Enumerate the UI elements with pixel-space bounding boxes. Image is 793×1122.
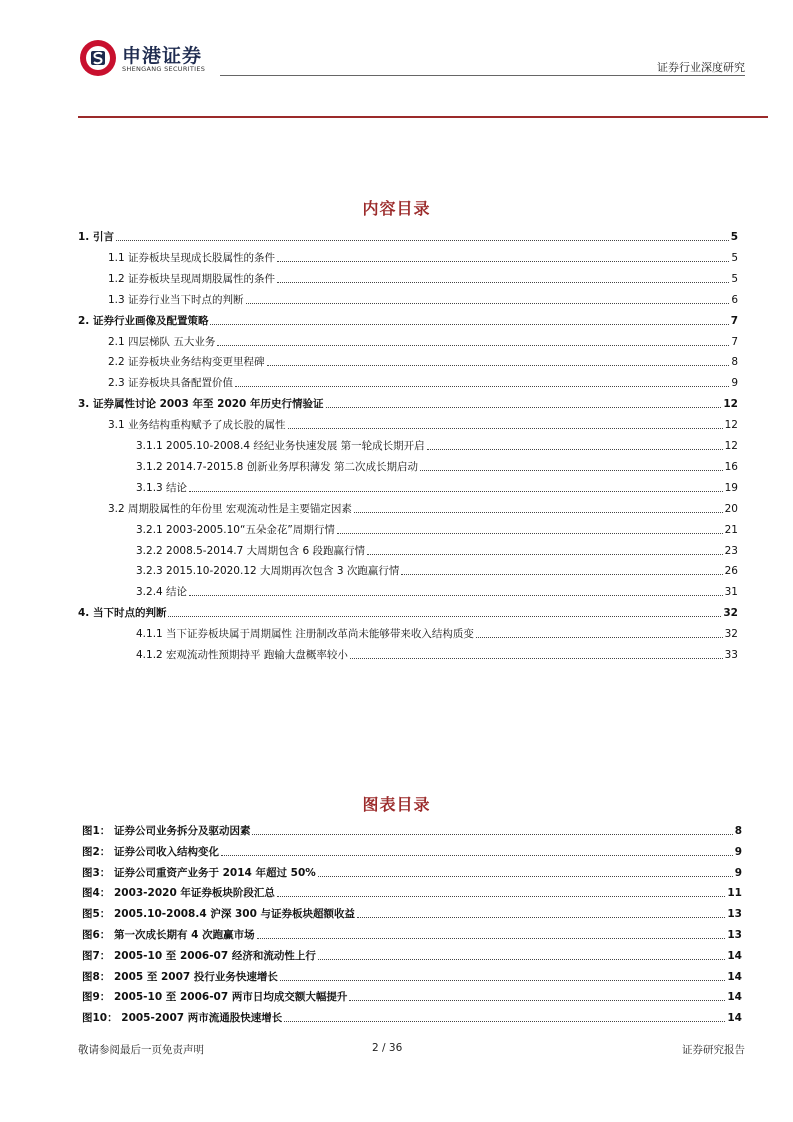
toc-entry[interactable] — [78, 437, 738, 453]
toc-entry-page: 20 — [724, 502, 738, 515]
figure-entry[interactable] — [82, 822, 742, 838]
footer-disclaimer: 敬请参阅最后一页免责声明 — [78, 1044, 204, 1056]
toc-entry-label: 1. 引言 — [78, 231, 114, 243]
figure-entry[interactable] — [82, 988, 742, 1004]
toc-entry[interactable] — [78, 270, 738, 286]
toc-entry[interactable] — [78, 604, 738, 620]
figure-entry-page: 13 — [727, 929, 742, 941]
toc-leader-dots — [476, 637, 723, 638]
toc-entry-label: 3.2.3 2015.10-2020.12 大周期再次包含 3 次跑赢行情 — [136, 565, 400, 578]
figure-entry-page: 9 — [734, 845, 742, 858]
toc-entry[interactable] — [78, 542, 738, 558]
toc-entry[interactable] — [78, 521, 738, 537]
figure-entry-label: 图9： 2005-10 至 2006-07 两市日均成交额大幅提升 — [82, 991, 348, 1004]
toc-entry-label: 4.1.2 宏观流动性预期持平 跑输大盘概率较小 — [136, 649, 348, 661]
toc-entry[interactable] — [78, 625, 738, 641]
figure-entry[interactable] — [82, 884, 742, 900]
figure-entry-label: 图4： 2003-2020 年证券板块阶段汇总 — [82, 887, 275, 900]
figure-entry[interactable] — [82, 1009, 742, 1025]
figure-entry[interactable] — [82, 843, 742, 859]
toc-entry-label: 3.1.3 结论 — [136, 481, 188, 494]
figure-entry-page: 14 — [727, 991, 742, 1004]
toc-leader-dots — [288, 428, 723, 429]
toc-entry[interactable] — [78, 249, 738, 265]
figure-entry-label: 图6： 第一次成长期有 4 次跑赢市场 — [82, 929, 255, 941]
toc-entry-page: 33 — [724, 649, 738, 661]
figure-entry-label: 图8： 2005 至 2007 投行业务快速增长 — [82, 970, 278, 983]
toc-leader-dots — [189, 595, 723, 596]
toc-entry[interactable] — [78, 333, 738, 349]
figure-leader-dots — [277, 896, 725, 897]
toc-entry-label: 3.1.1 2005.10-2008.4 经纪业务快速发展 第一轮成长期开启 — [136, 440, 425, 452]
toc-entry-page: 16 — [724, 460, 738, 473]
toc-leader-dots — [267, 365, 730, 366]
toc-entry-label: 3.1.2 2014.7-2015.8 创新业务厚积薄发 第二次成长期启动 — [136, 460, 418, 473]
toc-entry-page: 7 — [730, 314, 738, 327]
toc-entry-page: 8 — [731, 356, 738, 369]
toc-entry-page: 32 — [724, 628, 738, 641]
toc-leader-dots — [235, 386, 729, 387]
toc-entry[interactable] — [78, 479, 738, 495]
toc-entry[interactable] — [78, 228, 738, 244]
toc-leader-dots — [246, 303, 730, 304]
toc-entry-label: 3.2.1 2003-2005.10“五朵金花”周期行情 — [136, 523, 335, 536]
figure-leader-dots — [349, 1000, 725, 1001]
figure-entry-page: 14 — [727, 1012, 742, 1025]
toc-entry-label: 3. 证券属性讨论 2003 年至 2020 年历史行情验证 — [78, 398, 324, 411]
toc-entry-page: 31 — [724, 586, 738, 599]
figure-entry-label: 图1： 证券公司业务拆分及驱动因素 — [82, 825, 251, 837]
figure-leader-dots — [318, 876, 733, 877]
toc-leader-dots — [217, 345, 729, 346]
toc-entry[interactable] — [78, 583, 738, 599]
figure-entry-label: 图3： 证券公司重资产业务于 2014 年超过 50% — [82, 866, 316, 879]
footer-page-number: 2 / 36 — [372, 1042, 403, 1054]
company-name-english: SHENGANG SECURITIES — [122, 65, 206, 73]
toc-entry-page: 5 — [731, 251, 738, 264]
toc-leader-dots — [210, 324, 728, 325]
toc-entry-label: 2. 证券行业画像及配置策略 — [78, 314, 209, 327]
figure-entry[interactable] — [82, 905, 742, 921]
figure-entry[interactable] — [82, 968, 742, 984]
toc-leader-dots — [116, 240, 729, 241]
toc-entry-page: 21 — [724, 523, 738, 536]
figure-entry[interactable] — [82, 864, 742, 880]
toc-leader-dots — [168, 616, 721, 617]
figure-leader-dots — [284, 1021, 725, 1022]
figure-entry-label: 图10： 2005-2007 两市流通股快速增长 — [82, 1012, 283, 1025]
toc-entry-page: 9 — [731, 377, 738, 390]
toc-leader-dots — [420, 470, 723, 471]
toc-title: 内容目录 — [362, 199, 431, 218]
figure-leader-dots — [318, 959, 726, 960]
toc-entry-label: 3.2.2 2008.5-2014.7 大周期包含 6 段跑赢行情 — [136, 544, 366, 557]
toc-entry[interactable] — [78, 291, 738, 307]
figure-leader-dots — [357, 917, 725, 918]
toc-entry-label: 4. 当下时点的判断 — [78, 607, 167, 620]
toc-leader-dots — [354, 512, 723, 513]
toc-entry[interactable] — [78, 500, 738, 516]
figure-entry-page: 14 — [727, 970, 742, 983]
toc-entry-page: 5 — [731, 272, 738, 285]
toc-entry-page: 5 — [730, 231, 738, 243]
toc-leader-dots — [277, 261, 729, 262]
toc-leader-dots — [367, 554, 723, 555]
toc-entry[interactable] — [78, 312, 738, 328]
toc-entry-page: 12 — [724, 419, 738, 432]
figure-entry-page: 13 — [727, 908, 742, 921]
figure-list — [82, 822, 742, 1032]
company-name: 申港证券 — [122, 45, 203, 67]
header-red-rule — [78, 116, 768, 118]
toc-leader-dots — [326, 407, 722, 408]
toc-entry-page: 19 — [724, 481, 738, 494]
toc-entry[interactable] — [78, 416, 738, 432]
figure-entry-page: 8 — [734, 825, 742, 837]
figure-entry-page: 9 — [734, 866, 742, 879]
toc-entry-page: 6 — [731, 293, 738, 306]
figure-leader-dots — [252, 834, 732, 835]
toc-entry-label: 1.1 证券板块呈现成长股属性的条件 — [108, 251, 276, 264]
figure-entry[interactable] — [82, 947, 742, 963]
toc-leader-dots — [337, 533, 723, 534]
toc-entry-page: 32 — [723, 607, 738, 620]
figure-leader-dots — [221, 855, 733, 856]
toc-entry-page: 12 — [724, 440, 738, 452]
toc-entry-page: 23 — [724, 544, 738, 557]
toc-leader-dots — [427, 449, 723, 450]
figure-entry[interactable] — [82, 926, 742, 942]
figure-entry-label: 图7： 2005-10 至 2006-07 经济和流动性上行 — [82, 949, 316, 962]
toc-entry-label: 3.2 周期股属性的年份里 宏观流动性是主要锚定因素 — [108, 502, 352, 515]
toc-entry[interactable] — [78, 646, 738, 662]
figure-list-title: 图表目录 — [362, 795, 431, 814]
toc-leader-dots — [277, 282, 729, 283]
toc-entry[interactable] — [78, 374, 738, 390]
toc-leader-dots — [401, 574, 722, 575]
figure-entry-label: 图5： 2005.10-2008.4 沪深 300 与证券板块超额收益 — [82, 908, 356, 921]
toc-entry-page: 12 — [723, 398, 738, 411]
toc-entry-label: 2.2 证券板块业务结构变更里程碑 — [108, 356, 265, 369]
toc-entry-page: 7 — [731, 335, 738, 348]
figure-entry-page: 14 — [727, 949, 742, 962]
figure-entry-page: 11 — [727, 887, 742, 900]
figure-entry-label: 图2： 证券公司收入结构变化 — [82, 845, 219, 858]
toc-entry-page: 26 — [724, 565, 738, 578]
toc-leader-dots — [189, 491, 723, 492]
toc-entry[interactable] — [78, 458, 738, 474]
toc-entry-label: 1.3 证券行业当下时点的判断 — [108, 293, 244, 306]
company-logo-icon — [78, 38, 118, 78]
toc-entry[interactable] — [78, 395, 738, 411]
toc-entry-label: 3.2.4 结论 — [136, 586, 188, 599]
report-type: 证券行业深度研究 — [657, 61, 745, 74]
toc-list — [78, 228, 738, 668]
header-divider — [220, 75, 745, 76]
footer-report-label: 证券研究报告 — [682, 1044, 745, 1056]
toc-entry-label: 2.1 四层梯队 五大业务 — [108, 335, 216, 348]
figure-leader-dots — [257, 938, 726, 939]
toc-entry-label: 4.1.1 当下证券板块属于周期属性 注册制改革尚未能够带来收入结构质变 — [136, 628, 474, 641]
figure-leader-dots — [280, 980, 726, 981]
toc-entry-label: 1.2 证券板块呈现周期股属性的条件 — [108, 272, 276, 285]
toc-leader-dots — [350, 658, 723, 659]
toc-entry-label: 3.1 业务结构重构赋予了成长股的属性 — [108, 419, 286, 432]
toc-entry[interactable] — [78, 353, 738, 369]
company-logo — [78, 38, 118, 78]
toc-entry-label: 2.3 证券板块具备配置价值 — [108, 377, 234, 390]
toc-entry[interactable] — [78, 562, 738, 578]
